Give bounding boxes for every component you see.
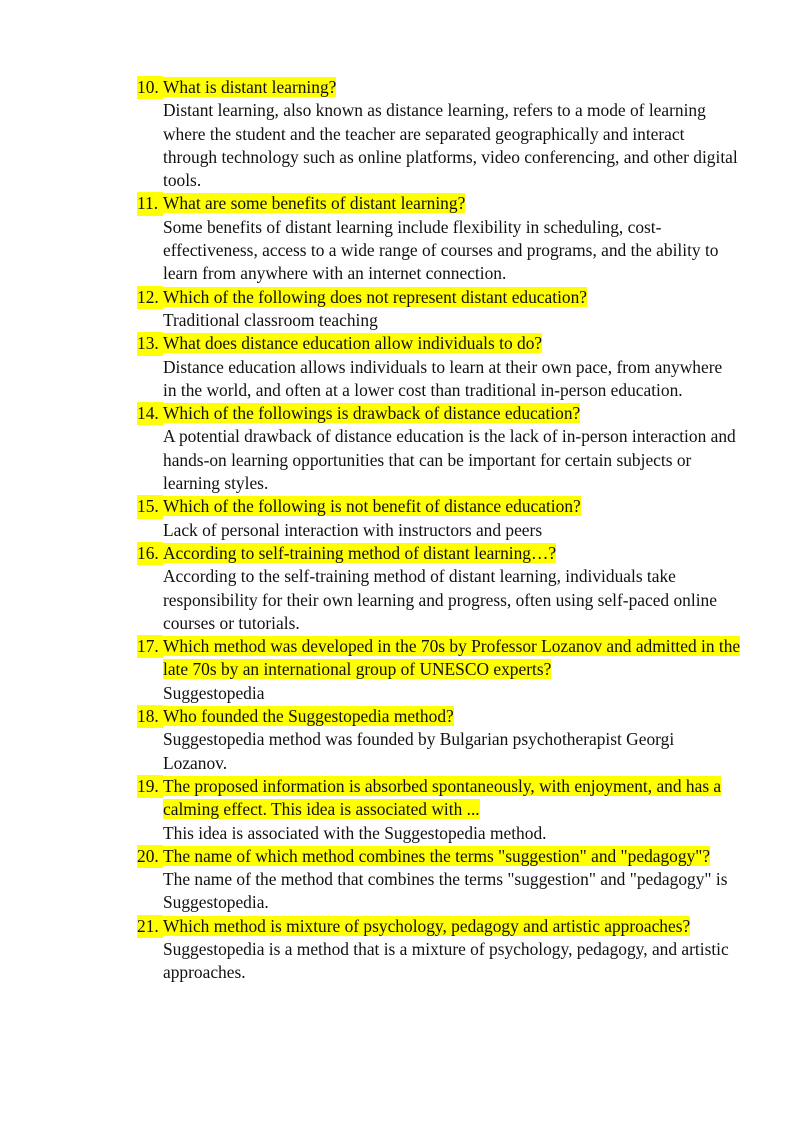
answer-text: The name of the method that combines the terms "suggestion" and "pedagogy" is Suggestopedia.	[163, 869, 728, 913]
question	[137, 495, 753, 518]
answer-text: Suggestopedia	[163, 682, 265, 703]
question	[137, 286, 753, 309]
answer-text: Suggestopedia is a method that is a mixture of psychology, pedagogy, and artistic approaches.	[163, 938, 729, 983]
question	[137, 402, 753, 425]
question-text: Which method is mixture of psychology, pedagogy and artistic approaches?	[163, 915, 691, 936]
qa-item	[0, 542, 800, 635]
question-text: According to self-training method of distant learning…?	[163, 542, 557, 563]
qa-item	[0, 845, 800, 915]
qa-item	[0, 495, 800, 542]
answer-text: According to the self-training method of distant learning, individuals take responsibility for their own learning and progress, often using self-paced online courses or tutorials.	[163, 566, 717, 633]
answer-text: Suggestopedia method was founded by Bulgarian psychotherapist Georgi Lozanov.	[163, 729, 675, 773]
qa-item	[0, 192, 800, 285]
question	[137, 915, 753, 938]
question-text: What is distant learning?	[163, 77, 337, 97]
question	[137, 192, 753, 215]
question-text: Which of the followings is drawback of distance education?	[163, 403, 581, 424]
question-text: The name of which method combines the terms "suggestion" and "pedagogy"?	[163, 845, 711, 866]
qa-item	[0, 332, 800, 402]
qa-item	[0, 76, 800, 192]
question-text: Which method was developed in the 70s by Professor Lozanov and admitted in the late 70s by an international group of UNESCO experts?	[163, 636, 741, 680]
qa-item	[0, 915, 800, 985]
question-number: 19.	[137, 775, 163, 798]
question	[137, 845, 753, 868]
question-number: 10.	[137, 76, 163, 99]
answer-text: Distant learning, also known as distance learning, refers to a mode of learning where the student and the teacher are separated geographically and interact through technology such as online platforms, video conferencing, and other digital tools.	[163, 100, 738, 191]
answer-text: A potential drawback of distance education is the lack of in-person interaction and hands-on learning opportunities that can be important for certain subjects or learning styles.	[163, 426, 736, 494]
question-number: 20.	[137, 845, 163, 868]
question-text: The proposed information is absorbed spontaneously, with enjoyment, and has a calming effect. This idea is associated with ...	[163, 775, 722, 820]
question	[137, 332, 753, 355]
qa-item	[0, 635, 800, 705]
question-text: Which of the following is not benefit of distance education?	[163, 496, 581, 517]
question	[137, 705, 753, 728]
qa-item	[0, 705, 800, 775]
question-number: 17.	[137, 635, 163, 658]
answer-text: Lack of personal interaction with instructors and peers	[163, 519, 543, 540]
question-text: What are some benefits of distant learning?	[163, 193, 466, 214]
question-text: What does distance education allow individuals to do?	[163, 333, 543, 354]
question-text: Who founded the Suggestopedia method?	[163, 706, 454, 727]
question-number: 18.	[137, 705, 163, 728]
question-number: 15.	[137, 495, 163, 518]
question-number: 12.	[137, 286, 163, 309]
qa-item	[0, 402, 800, 495]
question	[137, 542, 753, 565]
question-number: 11.	[137, 192, 163, 215]
qa-item	[0, 775, 800, 845]
answer-text: Traditional classroom teaching	[163, 309, 378, 330]
qa-item	[0, 286, 800, 333]
answer-text: Distance education allows individuals to learn at their own pace, from anywhere in the world, and often at a lower cost than traditional in-person education.	[163, 356, 723, 400]
question	[137, 635, 753, 682]
question-text: Which of the following does not represent distant education?	[163, 286, 588, 307]
question	[137, 76, 753, 99]
document-page	[0, 76, 800, 985]
question-number: 13.	[137, 332, 163, 355]
question-number: 14.	[137, 402, 163, 425]
question-number: 16.	[137, 542, 163, 565]
question-number: 21.	[137, 915, 163, 938]
answer-text: Some benefits of distant learning include flexibility in scheduling, cost-effectiveness, access to a wide range of courses and programs, and the ability to learn from anywhere with an internet connection.	[163, 216, 719, 284]
answer-text: This idea is associated with the Suggestopedia method.	[163, 822, 547, 843]
question	[137, 775, 753, 822]
